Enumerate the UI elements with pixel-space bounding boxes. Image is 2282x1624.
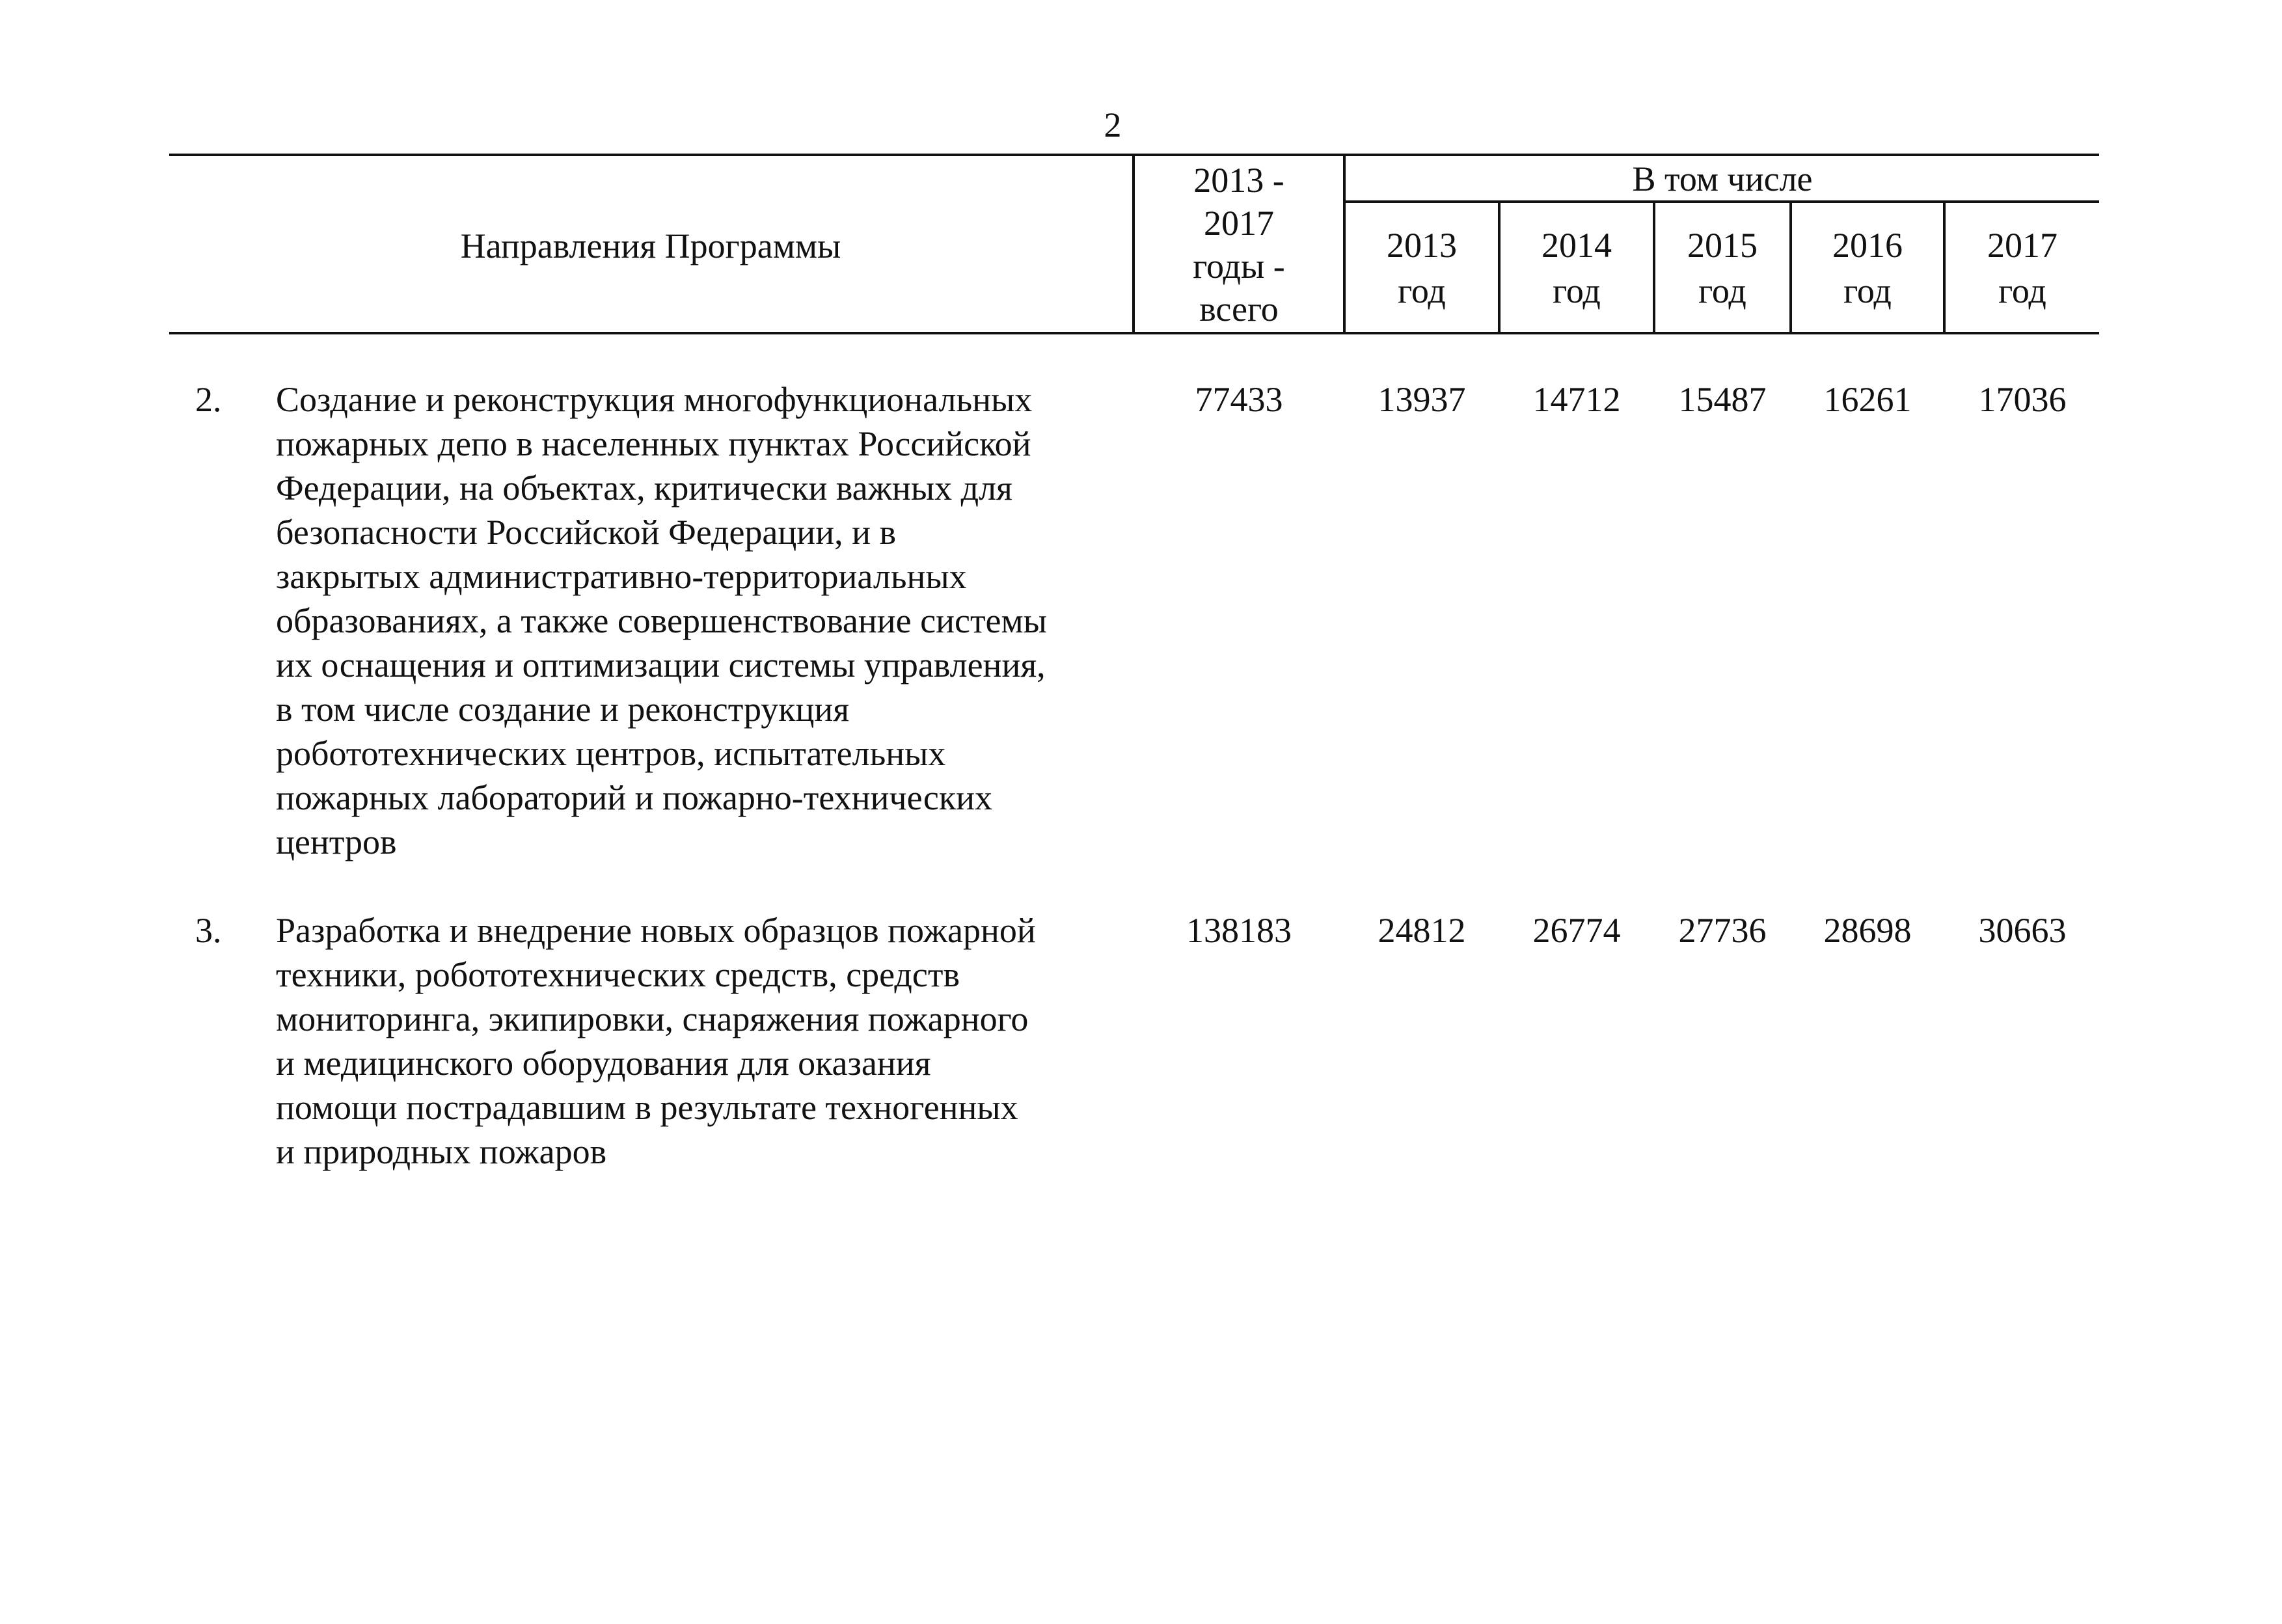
header-year: 2015 bbox=[1687, 226, 1758, 265]
row-number: 3. bbox=[195, 911, 222, 950]
header-year-unit: год bbox=[1998, 271, 2046, 310]
header-year-unit: год bbox=[1553, 271, 1601, 310]
row-description-line: пожарных лабораторий и пожарно-технических bbox=[276, 778, 992, 817]
header-year-2016 bbox=[1792, 223, 1943, 314]
row-description-line: Федерации, на объектах, критически важных для bbox=[276, 468, 1012, 508]
row-value-2013: 13937 bbox=[1378, 380, 1466, 419]
row-total: 138183 bbox=[1186, 911, 1292, 950]
row-description-line: пожарных депо в населенных пунктах Российской bbox=[276, 424, 1031, 463]
header-year-2015 bbox=[1655, 223, 1789, 314]
page-number: 2 bbox=[1104, 105, 1122, 144]
row-description-line: образованиях, а также совершенствование системы bbox=[276, 601, 1047, 640]
header-year-unit: год bbox=[1698, 271, 1746, 310]
header-year: 2017 bbox=[1987, 226, 2058, 265]
header-year: 2016 bbox=[1832, 226, 1903, 265]
header-year-2014 bbox=[1501, 223, 1653, 314]
row-number: 2. bbox=[195, 380, 222, 419]
row-description-line: робототехнических центров, испытательных bbox=[276, 734, 946, 773]
header-total bbox=[1135, 159, 1343, 331]
row-description-line: их оснащения и оптимизации системы управления, bbox=[276, 645, 1046, 684]
row-description-line: Разработка и внедрение новых образцов пожарной bbox=[276, 911, 1036, 950]
row-description-line: Создание и реконструкция многофункциональных bbox=[276, 380, 1033, 419]
row-description-line: техники, робототехнических средств, средств bbox=[276, 955, 960, 994]
row-description-line: закрытых административно-территориальных bbox=[276, 557, 967, 596]
row-value-2016: 16261 bbox=[1823, 380, 1912, 419]
row-description-line: помощи пострадавшим в результате техногенных bbox=[276, 1088, 1018, 1127]
row-value-2017: 30663 bbox=[1978, 911, 2067, 950]
header-including: В том числе bbox=[1632, 159, 1813, 198]
row-value-2014: 26774 bbox=[1532, 911, 1621, 950]
row-value-2014: 14712 bbox=[1532, 380, 1621, 419]
row-value-2015: 15487 bbox=[1678, 380, 1767, 419]
row-value-2017: 17036 bbox=[1978, 380, 2067, 419]
row-description-line: и природных пожаров bbox=[276, 1132, 607, 1171]
header-year-unit: год bbox=[1843, 271, 1892, 310]
row-description-line: безопасности Российской Федерации, и в bbox=[276, 513, 896, 552]
header-directions: Направления Программы bbox=[460, 226, 841, 265]
header-year-unit: год bbox=[1398, 271, 1446, 310]
row-total: 77433 bbox=[1195, 380, 1283, 419]
row-description-line: и медицинского оборудования для оказания bbox=[276, 1044, 931, 1083]
header-total-line: 2017 bbox=[1204, 204, 1274, 243]
header-year-2013 bbox=[1346, 223, 1498, 314]
row-value-2013: 24812 bbox=[1378, 911, 1466, 950]
header-total-line: всего bbox=[1199, 290, 1279, 329]
row-description-line: в том числе создание и реконструкция bbox=[276, 690, 850, 729]
row-description-line: центров bbox=[276, 822, 397, 861]
header-year: 2014 bbox=[1542, 226, 1612, 265]
header-total-line: 2013 - bbox=[1193, 161, 1284, 200]
row-value-2016: 28698 bbox=[1823, 911, 1912, 950]
row-description bbox=[276, 377, 1291, 864]
row-description-line: мониторинга, экипировки, снаряжения пожарного bbox=[276, 999, 1029, 1038]
header-year: 2013 bbox=[1387, 226, 1457, 265]
header-total-line: годы - bbox=[1193, 247, 1285, 286]
row-value-2015: 27736 bbox=[1678, 911, 1767, 950]
header-year-2017 bbox=[1946, 223, 2099, 314]
